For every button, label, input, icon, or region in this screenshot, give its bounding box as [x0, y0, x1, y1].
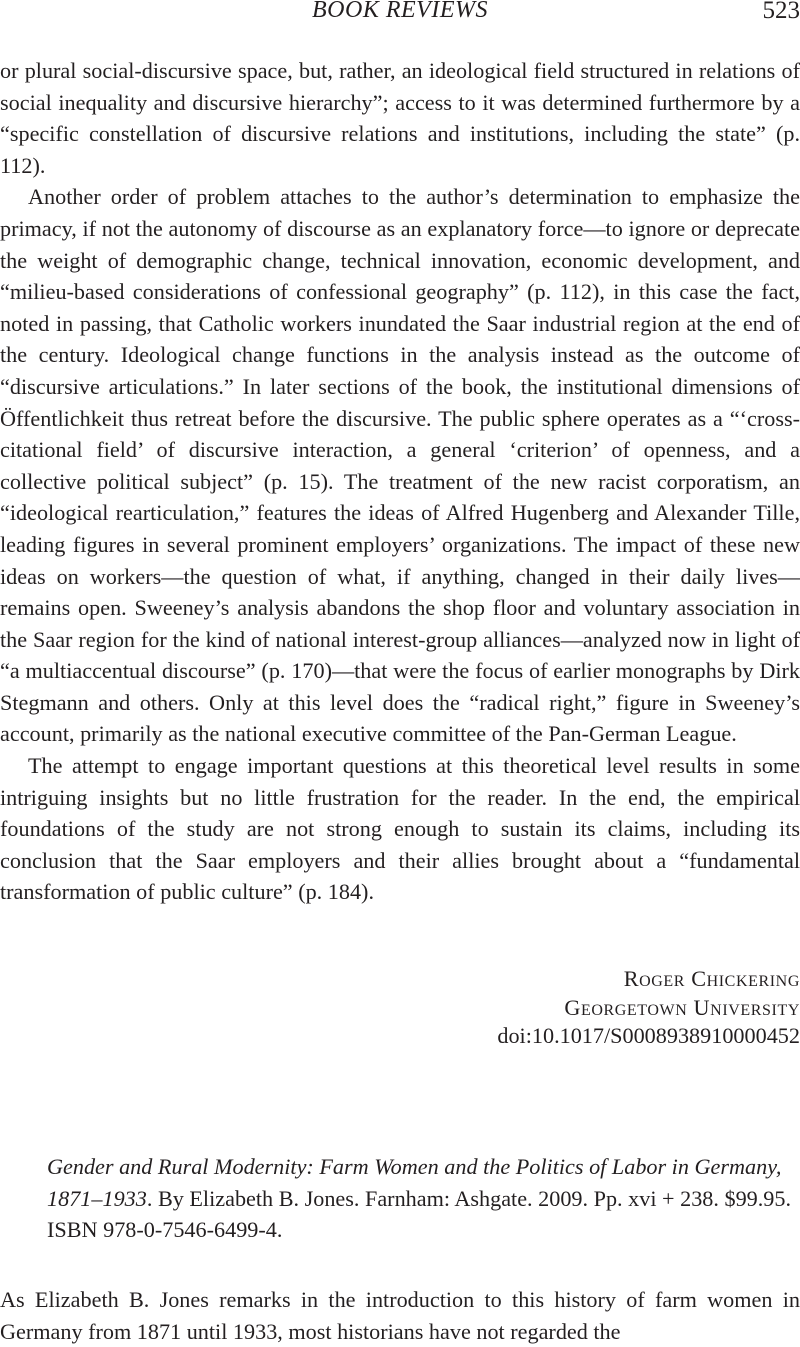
- review-chickering: [0, 55, 800, 908]
- page-header: [0, 0, 800, 30]
- review-jones: [0, 1284, 800, 1347]
- running-head: BOOK REVIEWS: [0, 0, 800, 24]
- book-citation: [47, 1151, 800, 1246]
- doi: doi:10.1017/S0008938910000452: [497, 1022, 800, 1051]
- book-details: . By Elizabeth B. Jones. Farnham: Ashgate. 2009. Pp. xvi + 238. $99.95. ISBN 978-0-7546-6499-4.: [47, 1186, 791, 1243]
- review-opening-paragraph: As Elizabeth B. Jones remarks in the introduction to this history of farm women in Germany from 1871 until 1933, most historians have not regarded the: [0, 1284, 800, 1347]
- reviewer-affiliation: Georgetown University: [497, 994, 800, 1023]
- book-title: Gender and Rural Modernity: Farm Women and the Politics of Labor in Germany, 1871–1933: [47, 1154, 781, 1211]
- page-number: 523: [763, 0, 800, 25]
- reviewer-name: Roger Chickering: [497, 965, 800, 994]
- review-paragraph-2: Another order of problem attaches to the author’s determination to emphasize the primacy, if not the autonomy of discourse as an explanatory force—to ignore or deprecate the weight of demographic change, technical innovation, economic development, and “milieu-based considerations of confessional geography” (p. 112), in this case the fact, noted in passing, that Catholic workers inundated the Saar industrial region at the end of the century. Ideological change functions in the analysis instead as the outcome of “discursive articulations.” In later sections of the book, the institutional dimensions of Öffentlichkeit thus retreat before the discursive. The public sphere operates as a “‘cross-citational field’ of discursive interaction, a general ‘criterion’ of openness, and a collective political subject” (p. 15). The treatment of the new racist corporatism, an “ideological rearticulation,” features the ideas of Alfred Hugenberg and Alexander Tille, leading figures in several prominent employers’ organizations. The impact of these new ideas on workers—the question of what, if anything, changed in their daily lives—remains open. Sweeney’s analysis abandons the shop floor and voluntary association in the Saar region for the kind of national interest-group alliances—analyzed now in light of “a multiaccentual discourse” (p. 170)—that were the focus of earlier monographs by Dirk Stegmann and others. Only at this level does the “radical right,” figure in Sweeney’s account, primarily as the national executive committee of the Pan-German League.: [0, 181, 800, 750]
- review-paragraph-3: The attempt to engage important questions at this theoretical level results in some intriguing insights but no little frustration for the reader. In the end, the empirical foundations of the study are not strong enough to sustain its claims, including its conclusion that the Saar employers and their allies brought about a “fundamental transformation of public culture” (p. 184).: [0, 750, 800, 908]
- reviewer-signature: [497, 965, 800, 1051]
- review-paragraph-1: or plural social-discursive space, but, rather, an ideological field structured in relations of social inequality and discursive hierarchy”; access to it was determined furthermore by a “specific constellation of discursive relations and institutions, including the state” (p. 112).: [0, 55, 800, 181]
